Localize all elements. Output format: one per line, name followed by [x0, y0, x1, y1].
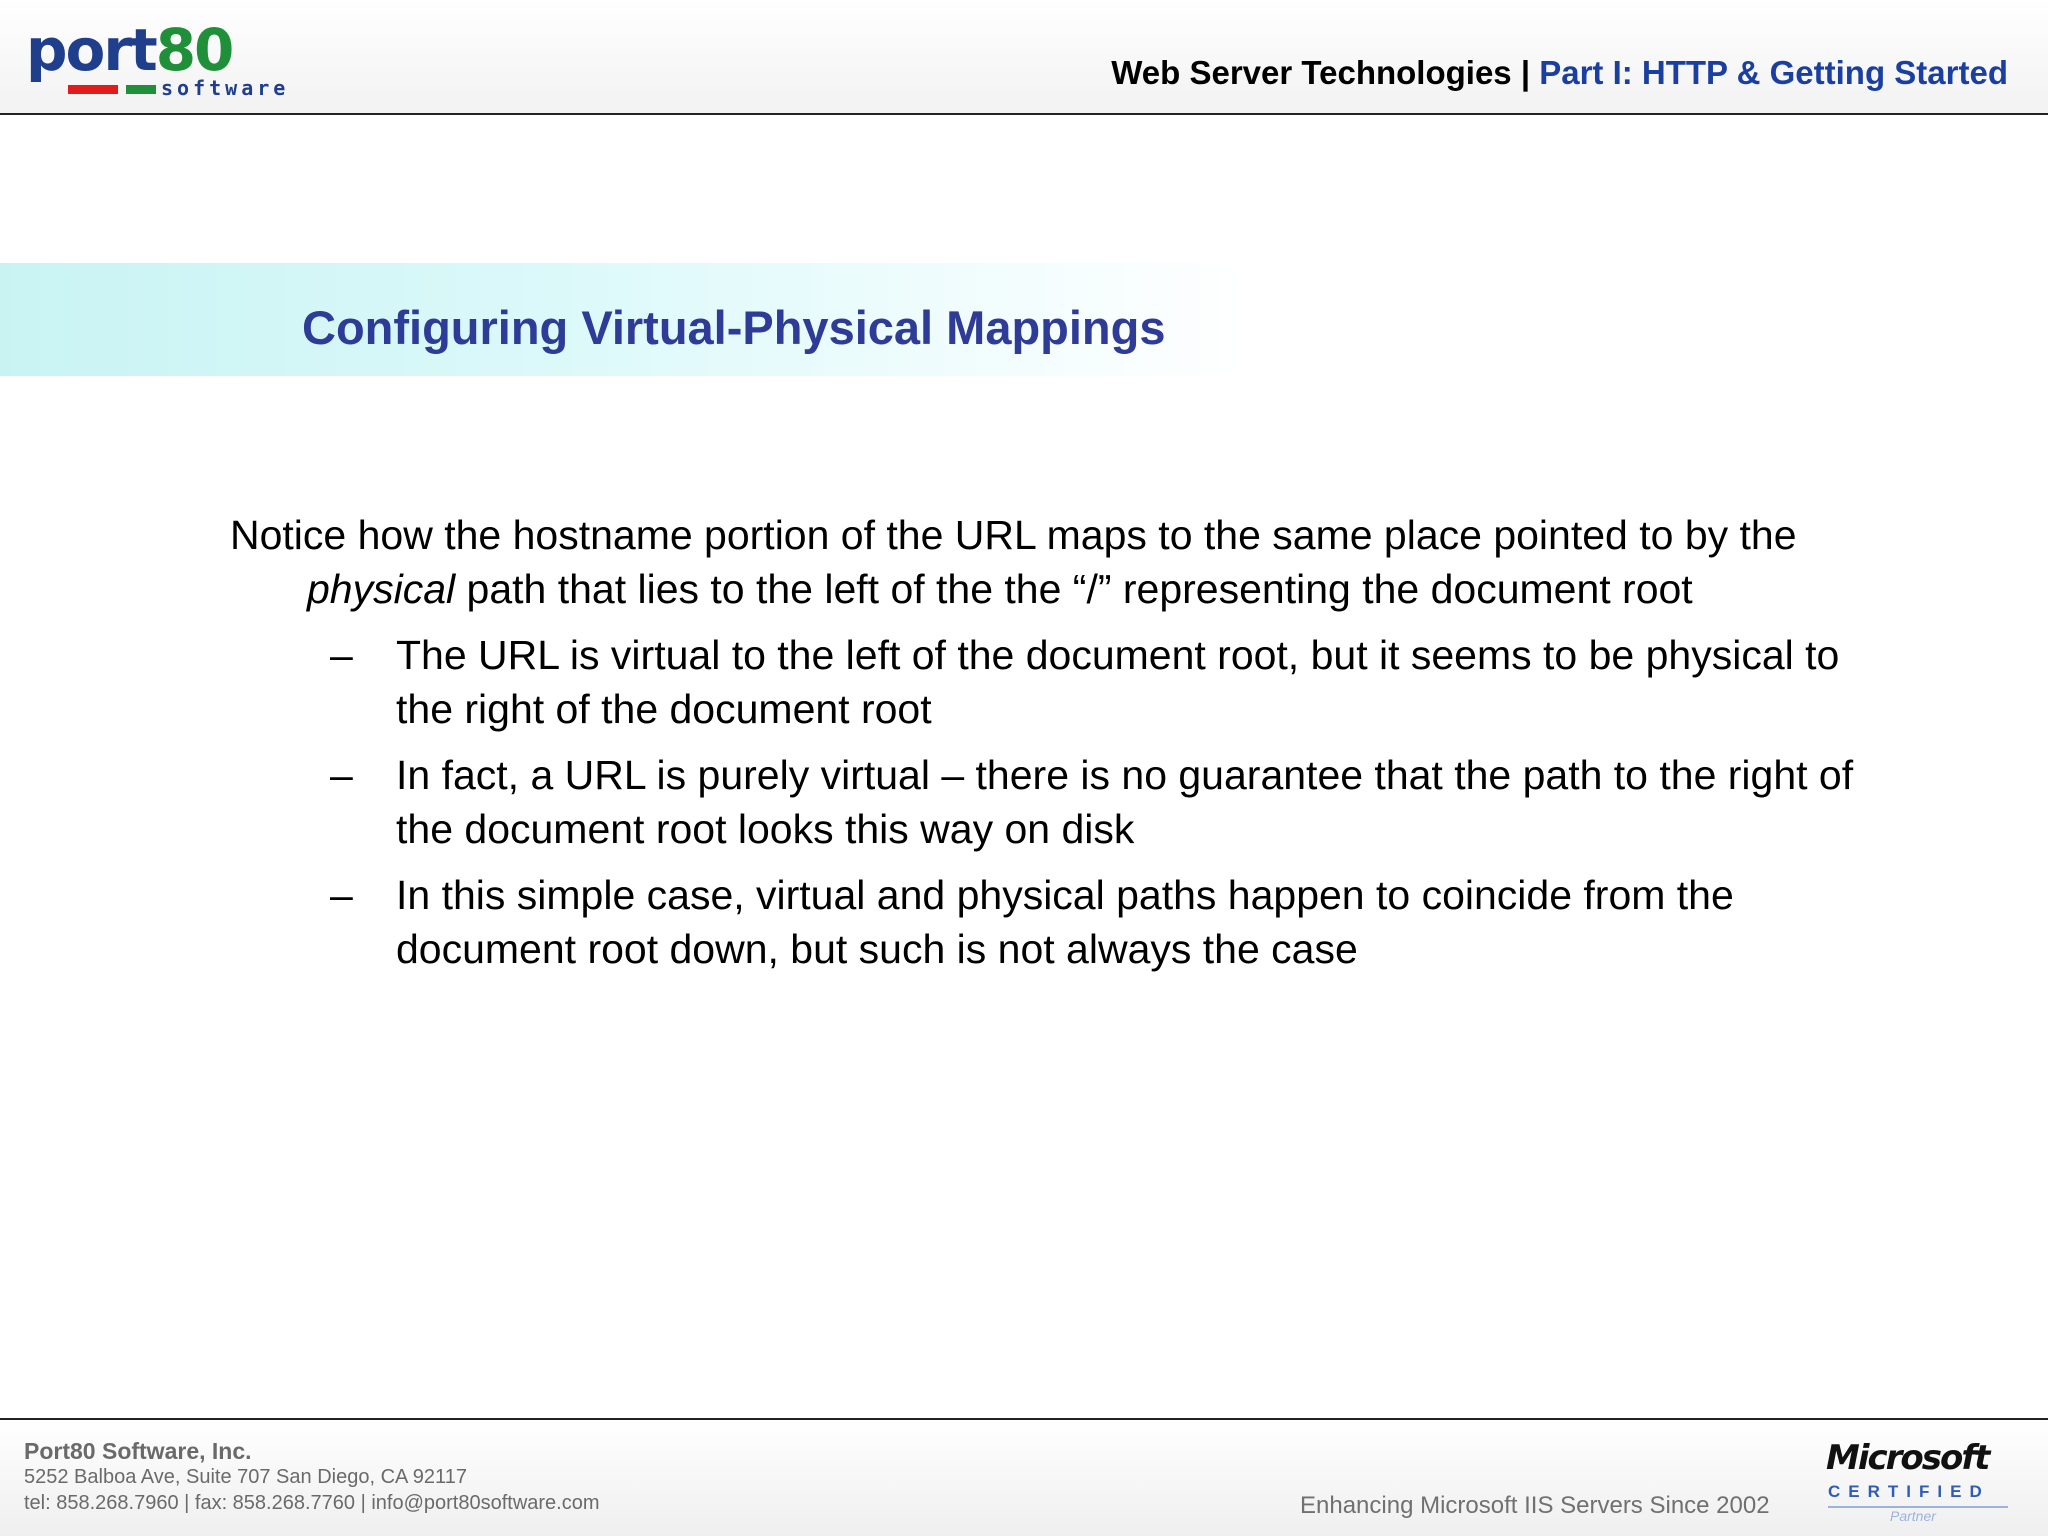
logo-red-bar: [68, 85, 118, 94]
footer-address: 5252 Balboa Ave, Suite 707 San Diego, CA 92117: [24, 1466, 467, 1488]
main-bullet-italic: physical: [307, 566, 456, 612]
header-title: [1111, 54, 2008, 92]
footer-company: Port80 Software, Inc.: [24, 1438, 252, 1464]
header-title-main: Web Server Technologies |: [1111, 54, 1540, 91]
ms-partner-label: Partner: [1890, 1508, 1936, 1524]
ms-wordmark: Microsoft: [1826, 1438, 1989, 1478]
logo-subtitle: software: [161, 76, 290, 100]
slide-footer: [0, 1418, 2048, 1536]
sub-bullet: [230, 748, 1870, 856]
dash-marker: –: [330, 632, 353, 678]
main-bullet: [230, 508, 1870, 616]
header-title-part: Part I: HTTP & Getting Started: [1539, 54, 2008, 91]
sub-bullet: [230, 628, 1870, 736]
sub-bullet: [230, 868, 1870, 976]
port80-logo: [26, 14, 290, 104]
dash-marker: –: [330, 752, 353, 798]
footer-contact: tel: 858.268.7960 | fax: 858.268.7760 | info@port80software.com: [24, 1492, 600, 1514]
sub-bullet-text: In fact, a URL is purely virtual – there is no guarantee that the path to the right of the document root looks this way on disk: [396, 752, 1854, 852]
logo-word: port: [26, 16, 156, 84]
slide-header: [0, 0, 2048, 115]
main-bullet-text-after: path that lies to the left of the the “/” representing the document root: [455, 566, 1693, 612]
sub-bullet-text: In this simple case, virtual and physical paths happen to coincide from the document root down, but such is not always the case: [396, 872, 1734, 972]
sub-bullet-text: The URL is virtual to the left of the document root, but it seems to be physical to the right of the document root: [396, 632, 1840, 732]
logo-number: 80: [155, 16, 233, 84]
logo-green-bar: [126, 85, 156, 94]
slide-content: [230, 508, 1870, 988]
sub-bullet-list: [230, 628, 1870, 976]
main-bullet-text-before: Notice how the hostname portion of the URL maps to the same place pointed to by the: [230, 512, 1797, 558]
ms-certified-label: CERTIFIED: [1828, 1482, 1990, 1501]
dash-marker: –: [330, 872, 353, 918]
microsoft-certified-partner-logo: [1826, 1438, 2016, 1528]
slide-title: Configuring Virtual-Physical Mappings: [302, 301, 1166, 354]
footer-tagline: Enhancing Microsoft IIS Servers Since 2002: [1300, 1492, 1770, 1519]
